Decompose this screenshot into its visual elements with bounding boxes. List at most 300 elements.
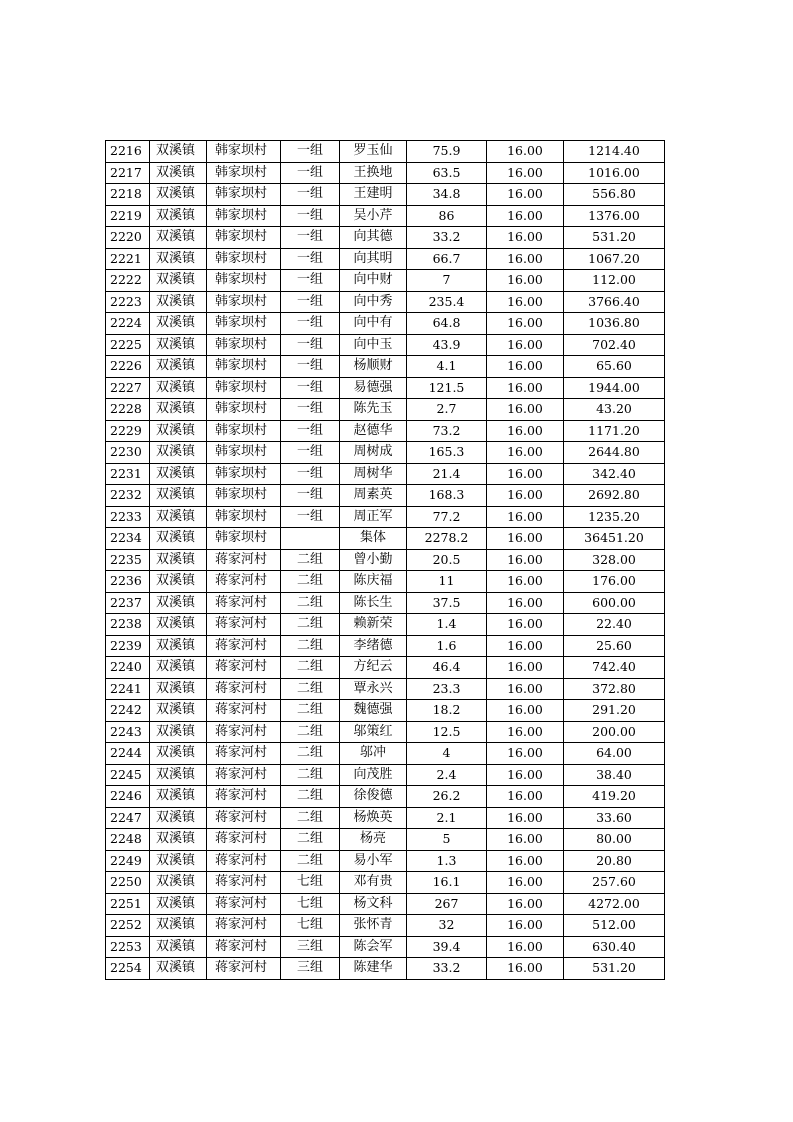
amount-cell: 372.80 bbox=[564, 678, 665, 700]
group-cell: 一组 bbox=[281, 377, 340, 399]
unit-price-cell: 16.00 bbox=[487, 420, 564, 442]
name-cell: 罗玉仙 bbox=[340, 141, 407, 163]
village-cell: 韩家坝村 bbox=[207, 291, 281, 313]
unit-price-cell: 16.00 bbox=[487, 592, 564, 614]
row-number-cell: 2234 bbox=[106, 528, 150, 550]
village-cell: 韩家坝村 bbox=[207, 399, 281, 421]
village-cell: 韩家坝村 bbox=[207, 463, 281, 485]
area-cell: 39.4 bbox=[407, 936, 487, 958]
table-row bbox=[106, 807, 665, 829]
table-row bbox=[106, 420, 665, 442]
town-cell: 双溪镇 bbox=[150, 829, 207, 851]
table-row bbox=[106, 786, 665, 808]
unit-price-cell: 16.00 bbox=[487, 678, 564, 700]
amount-cell: 702.40 bbox=[564, 334, 665, 356]
town-cell: 双溪镇 bbox=[150, 399, 207, 421]
table-row bbox=[106, 227, 665, 249]
village-cell: 韩家坝村 bbox=[207, 270, 281, 292]
area-cell: 32 bbox=[407, 915, 487, 937]
unit-price-cell: 16.00 bbox=[487, 721, 564, 743]
table-row bbox=[106, 248, 665, 270]
name-cell: 周素英 bbox=[340, 485, 407, 507]
unit-price-cell: 16.00 bbox=[487, 786, 564, 808]
area-cell: 121.5 bbox=[407, 377, 487, 399]
name-cell: 陈庆福 bbox=[340, 571, 407, 593]
table-row bbox=[106, 829, 665, 851]
town-cell: 双溪镇 bbox=[150, 872, 207, 894]
unit-price-cell: 16.00 bbox=[487, 850, 564, 872]
unit-price-cell: 16.00 bbox=[487, 936, 564, 958]
village-cell: 韩家坝村 bbox=[207, 141, 281, 163]
amount-cell: 556.80 bbox=[564, 184, 665, 206]
area-cell: 73.2 bbox=[407, 420, 487, 442]
unit-price-cell: 16.00 bbox=[487, 958, 564, 980]
village-cell: 蒋家河村 bbox=[207, 678, 281, 700]
amount-cell: 742.40 bbox=[564, 657, 665, 679]
name-cell: 李绪德 bbox=[340, 635, 407, 657]
amount-cell: 630.40 bbox=[564, 936, 665, 958]
amount-cell: 600.00 bbox=[564, 592, 665, 614]
town-cell: 双溪镇 bbox=[150, 807, 207, 829]
unit-price-cell: 16.00 bbox=[487, 528, 564, 550]
unit-price-cell: 16.00 bbox=[487, 807, 564, 829]
amount-cell: 1376.00 bbox=[564, 205, 665, 227]
area-cell: 66.7 bbox=[407, 248, 487, 270]
table-row bbox=[106, 764, 665, 786]
town-cell: 双溪镇 bbox=[150, 850, 207, 872]
row-number-cell: 2245 bbox=[106, 764, 150, 786]
town-cell: 双溪镇 bbox=[150, 227, 207, 249]
name-cell: 杨焕英 bbox=[340, 807, 407, 829]
unit-price-cell: 16.00 bbox=[487, 184, 564, 206]
group-cell: 二组 bbox=[281, 764, 340, 786]
group-cell: 一组 bbox=[281, 291, 340, 313]
town-cell: 双溪镇 bbox=[150, 485, 207, 507]
town-cell: 双溪镇 bbox=[150, 657, 207, 679]
area-cell: 168.3 bbox=[407, 485, 487, 507]
amount-cell: 1036.80 bbox=[564, 313, 665, 335]
area-cell: 235.4 bbox=[407, 291, 487, 313]
village-cell: 蒋家河村 bbox=[207, 786, 281, 808]
village-cell: 蒋家河村 bbox=[207, 764, 281, 786]
table-row bbox=[106, 442, 665, 464]
village-cell: 蒋家河村 bbox=[207, 743, 281, 765]
group-cell: 一组 bbox=[281, 463, 340, 485]
name-cell: 向其明 bbox=[340, 248, 407, 270]
area-cell: 1.3 bbox=[407, 850, 487, 872]
group-cell: 一组 bbox=[281, 442, 340, 464]
village-cell: 韩家坝村 bbox=[207, 162, 281, 184]
area-cell: 16.1 bbox=[407, 872, 487, 894]
village-cell: 蒋家河村 bbox=[207, 592, 281, 614]
village-cell: 韩家坝村 bbox=[207, 184, 281, 206]
row-number-cell: 2251 bbox=[106, 893, 150, 915]
name-cell: 向茂胜 bbox=[340, 764, 407, 786]
village-cell: 蒋家河村 bbox=[207, 549, 281, 571]
table-row bbox=[106, 571, 665, 593]
row-number-cell: 2243 bbox=[106, 721, 150, 743]
name-cell: 赵德华 bbox=[340, 420, 407, 442]
table-row bbox=[106, 635, 665, 657]
town-cell: 双溪镇 bbox=[150, 141, 207, 163]
village-cell: 韩家坝村 bbox=[207, 356, 281, 378]
table-row bbox=[106, 291, 665, 313]
table-row bbox=[106, 313, 665, 335]
name-cell: 覃永兴 bbox=[340, 678, 407, 700]
area-cell: 7 bbox=[407, 270, 487, 292]
group-cell: 一组 bbox=[281, 184, 340, 206]
table-row bbox=[106, 614, 665, 636]
group-cell: 二组 bbox=[281, 829, 340, 851]
row-number-cell: 2252 bbox=[106, 915, 150, 937]
amount-cell: 43.20 bbox=[564, 399, 665, 421]
table-row bbox=[106, 657, 665, 679]
group-cell: 一组 bbox=[281, 227, 340, 249]
compensation-table bbox=[105, 140, 665, 980]
table-row bbox=[106, 377, 665, 399]
amount-cell: 25.60 bbox=[564, 635, 665, 657]
row-number-cell: 2247 bbox=[106, 807, 150, 829]
row-number-cell: 2231 bbox=[106, 463, 150, 485]
village-cell: 蒋家河村 bbox=[207, 893, 281, 915]
group-cell: 二组 bbox=[281, 549, 340, 571]
town-cell: 双溪镇 bbox=[150, 635, 207, 657]
town-cell: 双溪镇 bbox=[150, 743, 207, 765]
town-cell: 双溪镇 bbox=[150, 528, 207, 550]
village-cell: 韩家坝村 bbox=[207, 528, 281, 550]
village-cell: 韩家坝村 bbox=[207, 377, 281, 399]
unit-price-cell: 16.00 bbox=[487, 485, 564, 507]
area-cell: 37.5 bbox=[407, 592, 487, 614]
name-cell: 徐俊德 bbox=[340, 786, 407, 808]
row-number-cell: 2221 bbox=[106, 248, 150, 270]
town-cell: 双溪镇 bbox=[150, 786, 207, 808]
group-cell: 一组 bbox=[281, 356, 340, 378]
row-number-cell: 2227 bbox=[106, 377, 150, 399]
name-cell: 向中秀 bbox=[340, 291, 407, 313]
row-number-cell: 2248 bbox=[106, 829, 150, 851]
amount-cell: 33.60 bbox=[564, 807, 665, 829]
row-number-cell: 2218 bbox=[106, 184, 150, 206]
village-cell: 蒋家河村 bbox=[207, 807, 281, 829]
name-cell: 易德强 bbox=[340, 377, 407, 399]
row-number-cell: 2253 bbox=[106, 936, 150, 958]
amount-cell: 512.00 bbox=[564, 915, 665, 937]
unit-price-cell: 16.00 bbox=[487, 571, 564, 593]
name-cell: 杨亮 bbox=[340, 829, 407, 851]
group-cell: 三组 bbox=[281, 958, 340, 980]
group-cell: 一组 bbox=[281, 485, 340, 507]
row-number-cell: 2232 bbox=[106, 485, 150, 507]
amount-cell: 64.00 bbox=[564, 743, 665, 765]
table-row bbox=[106, 743, 665, 765]
table-row bbox=[106, 270, 665, 292]
town-cell: 双溪镇 bbox=[150, 958, 207, 980]
name-cell: 邬策红 bbox=[340, 721, 407, 743]
table-row bbox=[106, 162, 665, 184]
row-number-cell: 2239 bbox=[106, 635, 150, 657]
name-cell: 张怀青 bbox=[340, 915, 407, 937]
name-cell: 王建明 bbox=[340, 184, 407, 206]
name-cell: 周正军 bbox=[340, 506, 407, 528]
group-cell: 二组 bbox=[281, 614, 340, 636]
name-cell: 向其德 bbox=[340, 227, 407, 249]
group-cell: 一组 bbox=[281, 313, 340, 335]
name-cell: 周树成 bbox=[340, 442, 407, 464]
amount-cell: 38.40 bbox=[564, 764, 665, 786]
row-number-cell: 2233 bbox=[106, 506, 150, 528]
town-cell: 双溪镇 bbox=[150, 162, 207, 184]
unit-price-cell: 16.00 bbox=[487, 872, 564, 894]
unit-price-cell: 16.00 bbox=[487, 270, 564, 292]
name-cell: 邓有贵 bbox=[340, 872, 407, 894]
village-cell: 蒋家河村 bbox=[207, 829, 281, 851]
table-row bbox=[106, 700, 665, 722]
name-cell: 吴小芹 bbox=[340, 205, 407, 227]
row-number-cell: 2219 bbox=[106, 205, 150, 227]
table-row bbox=[106, 958, 665, 980]
amount-cell: 1171.20 bbox=[564, 420, 665, 442]
row-number-cell: 2223 bbox=[106, 291, 150, 313]
village-cell: 韩家坝村 bbox=[207, 485, 281, 507]
name-cell: 方纪云 bbox=[340, 657, 407, 679]
table-body bbox=[106, 141, 665, 980]
row-number-cell: 2236 bbox=[106, 571, 150, 593]
town-cell: 双溪镇 bbox=[150, 893, 207, 915]
area-cell: 1.6 bbox=[407, 635, 487, 657]
town-cell: 双溪镇 bbox=[150, 915, 207, 937]
village-cell: 蒋家河村 bbox=[207, 915, 281, 937]
area-cell: 63.5 bbox=[407, 162, 487, 184]
table-row bbox=[106, 506, 665, 528]
area-cell: 11 bbox=[407, 571, 487, 593]
name-cell: 陈长生 bbox=[340, 592, 407, 614]
town-cell: 双溪镇 bbox=[150, 291, 207, 313]
unit-price-cell: 16.00 bbox=[487, 657, 564, 679]
table-row bbox=[106, 485, 665, 507]
row-number-cell: 2230 bbox=[106, 442, 150, 464]
name-cell: 王换地 bbox=[340, 162, 407, 184]
town-cell: 双溪镇 bbox=[150, 614, 207, 636]
unit-price-cell: 16.00 bbox=[487, 506, 564, 528]
town-cell: 双溪镇 bbox=[150, 549, 207, 571]
amount-cell: 176.00 bbox=[564, 571, 665, 593]
row-number-cell: 2220 bbox=[106, 227, 150, 249]
village-cell: 蒋家河村 bbox=[207, 635, 281, 657]
town-cell: 双溪镇 bbox=[150, 356, 207, 378]
unit-price-cell: 16.00 bbox=[487, 463, 564, 485]
unit-price-cell: 16.00 bbox=[487, 829, 564, 851]
table-row bbox=[106, 184, 665, 206]
table-row bbox=[106, 936, 665, 958]
unit-price-cell: 16.00 bbox=[487, 227, 564, 249]
unit-price-cell: 16.00 bbox=[487, 291, 564, 313]
group-cell: 二组 bbox=[281, 657, 340, 679]
group-cell bbox=[281, 528, 340, 550]
name-cell: 邬冲 bbox=[340, 743, 407, 765]
town-cell: 双溪镇 bbox=[150, 506, 207, 528]
group-cell: 二组 bbox=[281, 850, 340, 872]
amount-cell: 2644.80 bbox=[564, 442, 665, 464]
name-cell: 陈建华 bbox=[340, 958, 407, 980]
amount-cell: 342.40 bbox=[564, 463, 665, 485]
area-cell: 34.8 bbox=[407, 184, 487, 206]
area-cell: 21.4 bbox=[407, 463, 487, 485]
row-number-cell: 2246 bbox=[106, 786, 150, 808]
area-cell: 20.5 bbox=[407, 549, 487, 571]
table-row bbox=[106, 205, 665, 227]
unit-price-cell: 16.00 bbox=[487, 141, 564, 163]
unit-price-cell: 16.00 bbox=[487, 313, 564, 335]
town-cell: 双溪镇 bbox=[150, 463, 207, 485]
group-cell: 七组 bbox=[281, 915, 340, 937]
area-cell: 4.1 bbox=[407, 356, 487, 378]
town-cell: 双溪镇 bbox=[150, 420, 207, 442]
town-cell: 双溪镇 bbox=[150, 248, 207, 270]
town-cell: 双溪镇 bbox=[150, 205, 207, 227]
village-cell: 韩家坝村 bbox=[207, 205, 281, 227]
group-cell: 一组 bbox=[281, 141, 340, 163]
row-number-cell: 2242 bbox=[106, 700, 150, 722]
village-cell: 韩家坝村 bbox=[207, 248, 281, 270]
unit-price-cell: 16.00 bbox=[487, 334, 564, 356]
village-cell: 韩家坝村 bbox=[207, 334, 281, 356]
table-row bbox=[106, 463, 665, 485]
row-number-cell: 2235 bbox=[106, 549, 150, 571]
unit-price-cell: 16.00 bbox=[487, 614, 564, 636]
amount-cell: 328.00 bbox=[564, 549, 665, 571]
row-number-cell: 2224 bbox=[106, 313, 150, 335]
village-cell: 蒋家河村 bbox=[207, 850, 281, 872]
group-cell: 二组 bbox=[281, 592, 340, 614]
area-cell: 33.2 bbox=[407, 227, 487, 249]
unit-price-cell: 16.00 bbox=[487, 915, 564, 937]
area-cell: 4 bbox=[407, 743, 487, 765]
town-cell: 双溪镇 bbox=[150, 334, 207, 356]
area-cell: 2.7 bbox=[407, 399, 487, 421]
name-cell: 集体 bbox=[340, 528, 407, 550]
group-cell: 二组 bbox=[281, 743, 340, 765]
row-number-cell: 2238 bbox=[106, 614, 150, 636]
unit-price-cell: 16.00 bbox=[487, 549, 564, 571]
group-cell: 三组 bbox=[281, 936, 340, 958]
group-cell: 一组 bbox=[281, 334, 340, 356]
unit-price-cell: 16.00 bbox=[487, 764, 564, 786]
name-cell: 周树华 bbox=[340, 463, 407, 485]
row-number-cell: 2244 bbox=[106, 743, 150, 765]
unit-price-cell: 16.00 bbox=[487, 893, 564, 915]
amount-cell: 112.00 bbox=[564, 270, 665, 292]
group-cell: 七组 bbox=[281, 893, 340, 915]
village-cell: 蒋家河村 bbox=[207, 571, 281, 593]
village-cell: 蒋家河村 bbox=[207, 872, 281, 894]
group-cell: 一组 bbox=[281, 162, 340, 184]
town-cell: 双溪镇 bbox=[150, 313, 207, 335]
village-cell: 韩家坝村 bbox=[207, 313, 281, 335]
amount-cell: 257.60 bbox=[564, 872, 665, 894]
amount-cell: 1067.20 bbox=[564, 248, 665, 270]
town-cell: 双溪镇 bbox=[150, 442, 207, 464]
area-cell: 86 bbox=[407, 205, 487, 227]
group-cell: 一组 bbox=[281, 506, 340, 528]
town-cell: 双溪镇 bbox=[150, 936, 207, 958]
table-row bbox=[106, 850, 665, 872]
village-cell: 韩家坝村 bbox=[207, 227, 281, 249]
name-cell: 赖新荣 bbox=[340, 614, 407, 636]
town-cell: 双溪镇 bbox=[150, 764, 207, 786]
village-cell: 蒋家河村 bbox=[207, 614, 281, 636]
amount-cell: 80.00 bbox=[564, 829, 665, 851]
area-cell: 18.2 bbox=[407, 700, 487, 722]
row-number-cell: 2237 bbox=[106, 592, 150, 614]
area-cell: 64.8 bbox=[407, 313, 487, 335]
row-number-cell: 2216 bbox=[106, 141, 150, 163]
amount-cell: 20.80 bbox=[564, 850, 665, 872]
group-cell: 二组 bbox=[281, 700, 340, 722]
area-cell: 267 bbox=[407, 893, 487, 915]
group-cell: 二组 bbox=[281, 721, 340, 743]
unit-price-cell: 16.00 bbox=[487, 442, 564, 464]
unit-price-cell: 16.00 bbox=[487, 377, 564, 399]
name-cell: 魏德强 bbox=[340, 700, 407, 722]
row-number-cell: 2226 bbox=[106, 356, 150, 378]
amount-cell: 2692.80 bbox=[564, 485, 665, 507]
table-row bbox=[106, 399, 665, 421]
name-cell: 向中财 bbox=[340, 270, 407, 292]
table-row bbox=[106, 678, 665, 700]
amount-cell: 291.20 bbox=[564, 700, 665, 722]
group-cell: 一组 bbox=[281, 270, 340, 292]
group-cell: 二组 bbox=[281, 807, 340, 829]
row-number-cell: 2250 bbox=[106, 872, 150, 894]
group-cell: 二组 bbox=[281, 786, 340, 808]
row-number-cell: 2229 bbox=[106, 420, 150, 442]
area-cell: 26.2 bbox=[407, 786, 487, 808]
name-cell: 陈会军 bbox=[340, 936, 407, 958]
group-cell: 二组 bbox=[281, 678, 340, 700]
area-cell: 23.3 bbox=[407, 678, 487, 700]
town-cell: 双溪镇 bbox=[150, 377, 207, 399]
name-cell: 杨顺财 bbox=[340, 356, 407, 378]
amount-cell: 36451.20 bbox=[564, 528, 665, 550]
area-cell: 77.2 bbox=[407, 506, 487, 528]
unit-price-cell: 16.00 bbox=[487, 248, 564, 270]
amount-cell: 419.20 bbox=[564, 786, 665, 808]
town-cell: 双溪镇 bbox=[150, 700, 207, 722]
village-cell: 韩家坝村 bbox=[207, 442, 281, 464]
group-cell: 一组 bbox=[281, 248, 340, 270]
table-row bbox=[106, 141, 665, 163]
row-number-cell: 2254 bbox=[106, 958, 150, 980]
group-cell: 二组 bbox=[281, 635, 340, 657]
town-cell: 双溪镇 bbox=[150, 678, 207, 700]
name-cell: 向中有 bbox=[340, 313, 407, 335]
village-cell: 蒋家河村 bbox=[207, 721, 281, 743]
area-cell: 33.2 bbox=[407, 958, 487, 980]
amount-cell: 1016.00 bbox=[564, 162, 665, 184]
row-number-cell: 2249 bbox=[106, 850, 150, 872]
unit-price-cell: 16.00 bbox=[487, 635, 564, 657]
amount-cell: 22.40 bbox=[564, 614, 665, 636]
name-cell: 曾小勤 bbox=[340, 549, 407, 571]
amount-cell: 1214.40 bbox=[564, 141, 665, 163]
name-cell: 易小军 bbox=[340, 850, 407, 872]
village-cell: 蒋家河村 bbox=[207, 657, 281, 679]
table-row bbox=[106, 334, 665, 356]
village-cell: 韩家坝村 bbox=[207, 506, 281, 528]
group-cell: 二组 bbox=[281, 571, 340, 593]
town-cell: 双溪镇 bbox=[150, 571, 207, 593]
